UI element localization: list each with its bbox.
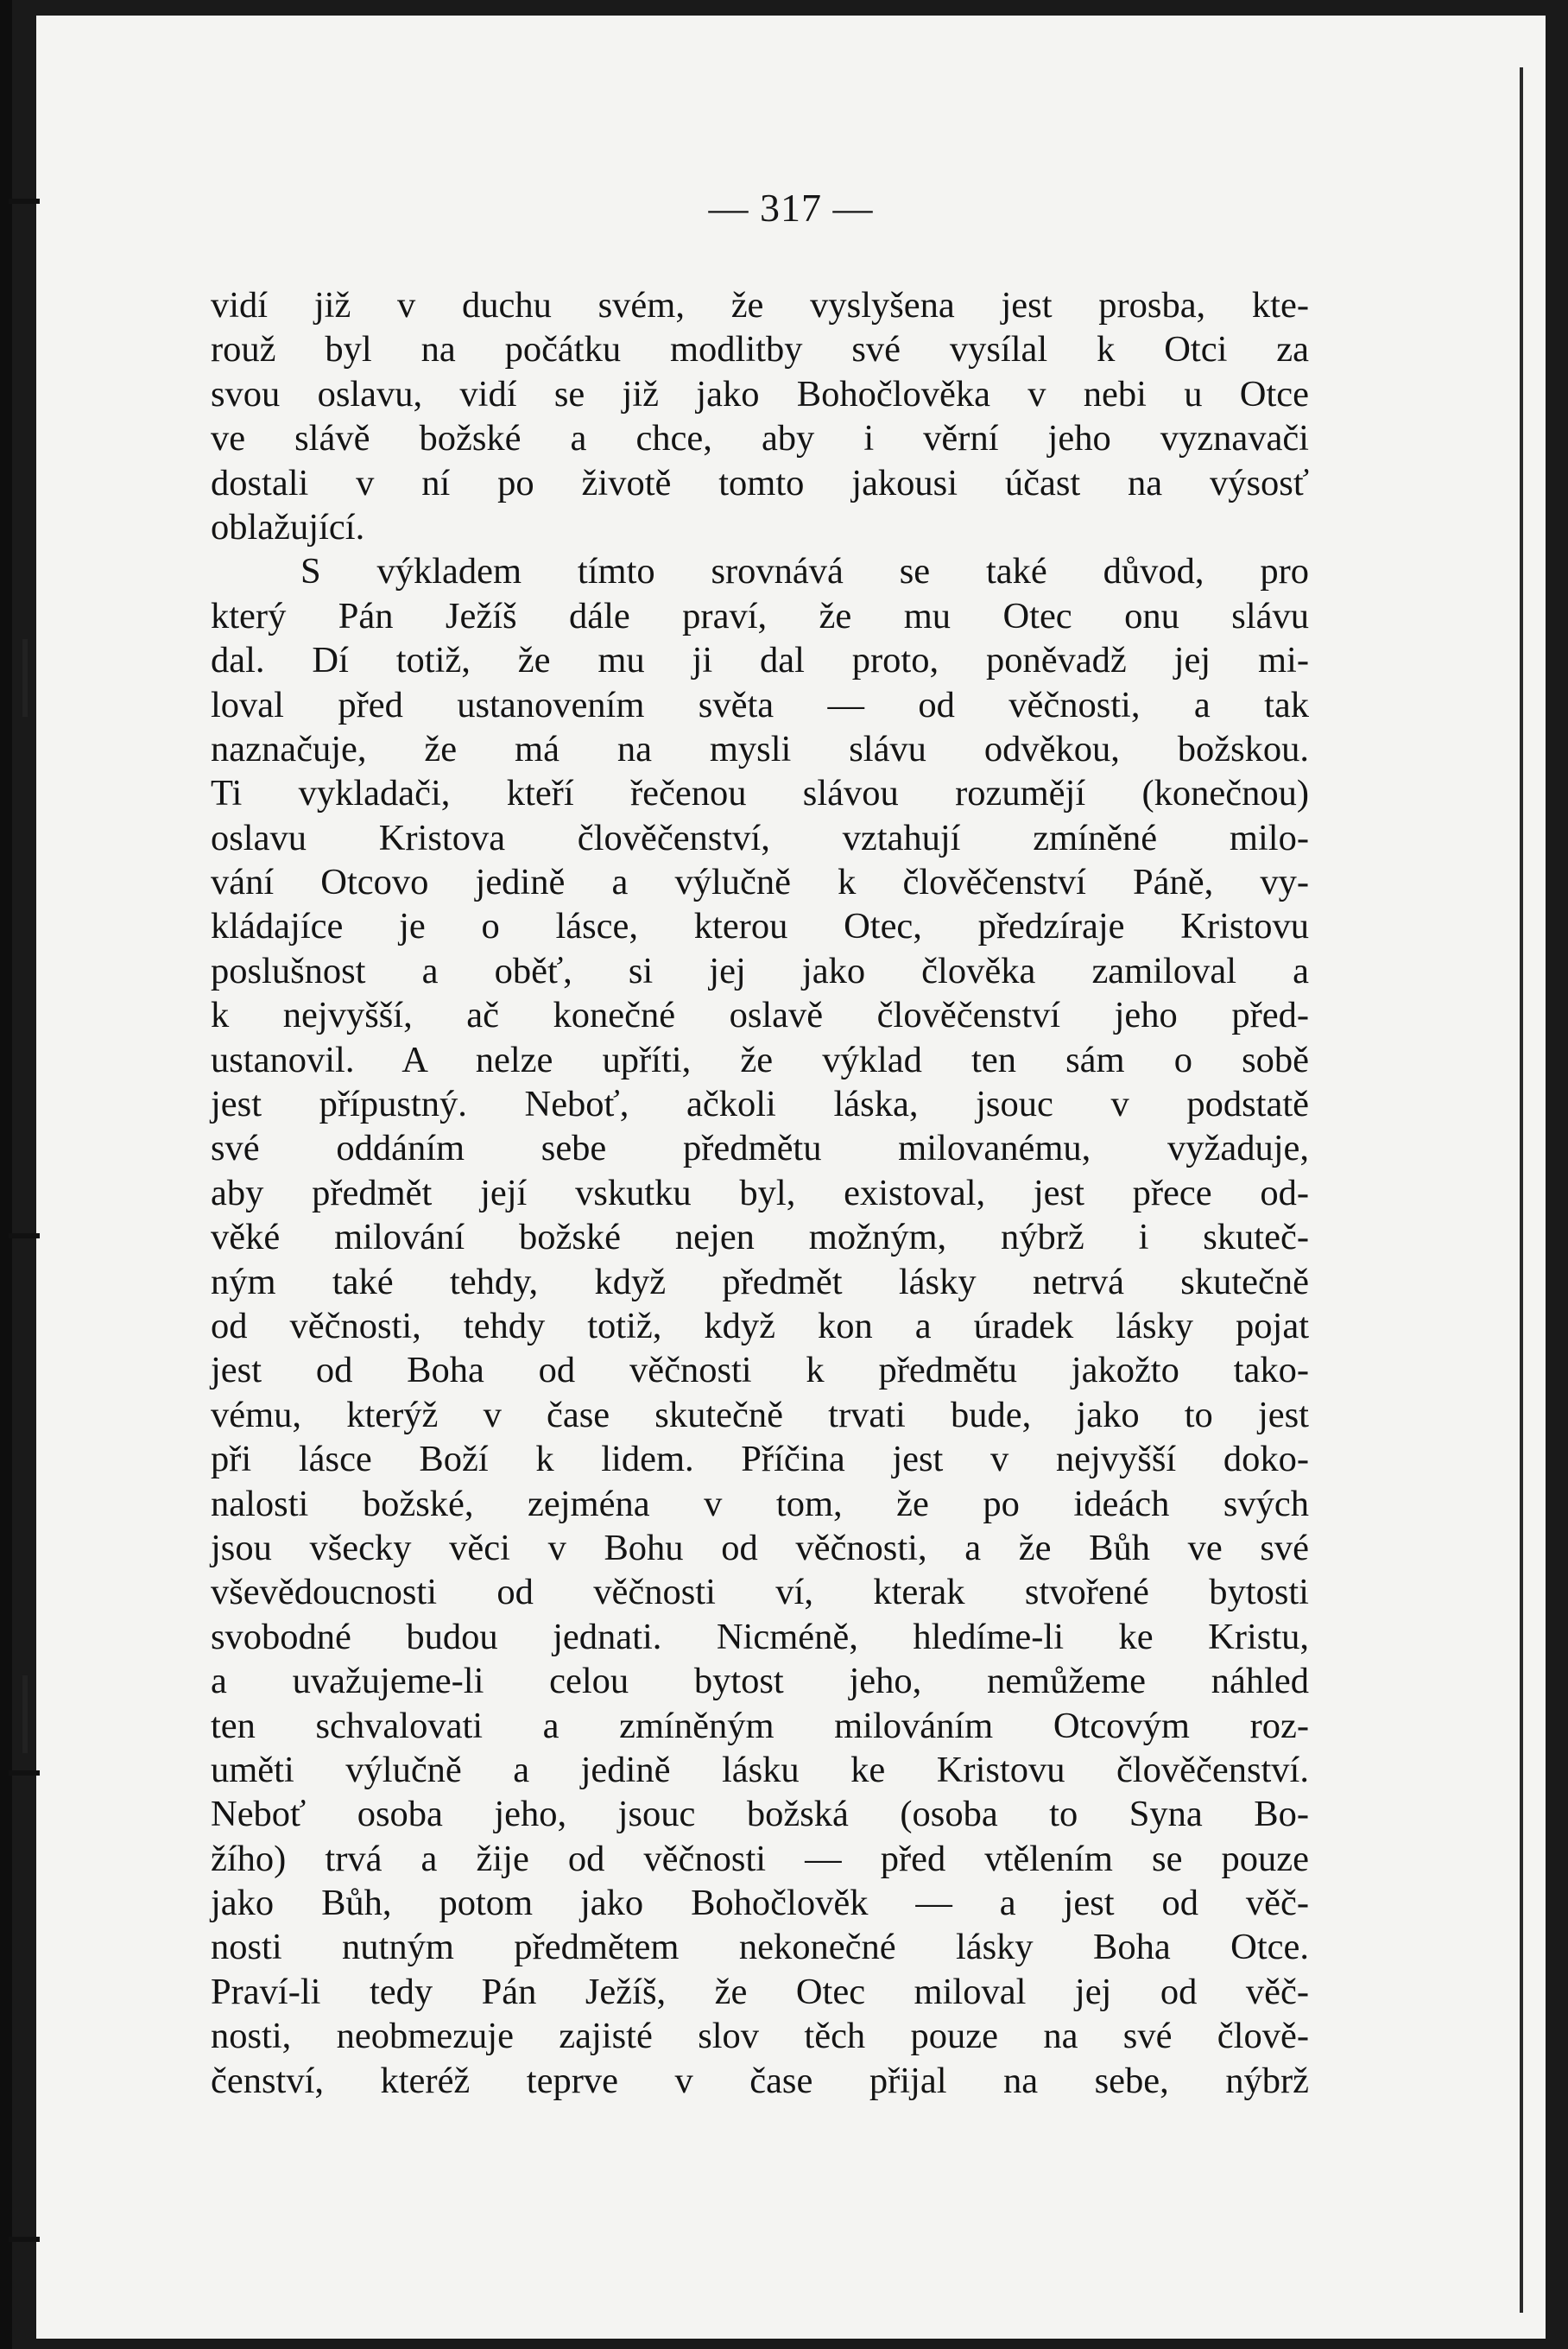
text-line: jest přípustný. Neboť, ačkoli láska, jsouc v podstatě bbox=[211, 1084, 1309, 1125]
text-line: loval před ustanovením světa — od věčnosti, a tak bbox=[211, 684, 1309, 725]
text-line: ným také tehdy, když předmět lásky netrvá skutečně bbox=[211, 1261, 1309, 1302]
text-line: nalosti božské, zejména v tom, že po ideách svých bbox=[211, 1483, 1309, 1524]
text-line: ustanovil. A nelze upříti, že výklad ten sám o sobě bbox=[211, 1039, 1309, 1080]
text-line: vání Otcovo jedině a výlučně k člověčenství Páně, vy- bbox=[211, 862, 1309, 903]
text-line: vidí již v duchu svém, že vyslyšena jest prosba, kte- bbox=[211, 285, 1309, 326]
text-line: nosti, neobmezuje zajisté slov těch pouze na své člově- bbox=[211, 2016, 1309, 2057]
page-edge-shadow bbox=[1520, 67, 1523, 2313]
binding-mark bbox=[9, 1770, 40, 1776]
paragraph-start-line: S výkladem tímto srovnává se také důvod, pro bbox=[300, 551, 1309, 592]
text-line: čenství, kteréž teprve v čase přijal na sebe, nýbrž bbox=[211, 2060, 1309, 2101]
binding-mark bbox=[9, 2237, 40, 2242]
text-line: poslušnost a oběť, si jej jako člověka zamiloval a bbox=[211, 950, 1309, 991]
text-line: oslavu Kristova člověčenství, vztahují zmíněné milo- bbox=[211, 817, 1309, 858]
book-page bbox=[36, 16, 1546, 2339]
text-line: vševědoucnosti od věčnosti ví, kterak stvořené bytosti bbox=[211, 1572, 1309, 1613]
text-line: dostali v ní po životě tomto jakousi účast na výsosť bbox=[211, 462, 1309, 503]
text-line: žího) trvá a žije od věčnosti — před vtělením se pouze bbox=[211, 1838, 1309, 1879]
text-line: který Pán Ježíš dále praví, že mu Otec onu slávu bbox=[211, 595, 1309, 636]
text-line: při lásce Boží k lidem. Příčina jest v nejvyšší doko- bbox=[211, 1439, 1309, 1480]
text-line: rouž byl na počátku modlitby své vysílal k Otci za bbox=[211, 329, 1309, 370]
text-line: jako Bůh, potom jako Bohočlověk — a jest od věč- bbox=[211, 1883, 1309, 1924]
text-line: svou oslavu, vidí se již jako Bohočlověka v nebi u Otce bbox=[211, 373, 1309, 415]
text-line: jsou všecky věci v Bohu od věčnosti, a že Bůh ve své bbox=[211, 1527, 1309, 1568]
body-text bbox=[211, 283, 1309, 2103]
text-line: oblažující. bbox=[211, 506, 365, 548]
text-line: Neboť osoba jeho, jsouc božská (osoba to Syna Bo- bbox=[211, 1794, 1309, 1835]
binding-mark bbox=[9, 1233, 40, 1238]
text-line: vému, kterýž v čase skutečně trvati bude, jako to jest bbox=[211, 1394, 1309, 1435]
text-line: od věčnosti, tehdy totiž, když kon a úradek lásky pojat bbox=[211, 1305, 1309, 1346]
text-line: Ti vykladači, kteří řečenou slávou rozumějí (konečnou) bbox=[211, 773, 1309, 814]
text-line: jest od Boha od věčnosti k předmětu jakožto tako- bbox=[211, 1350, 1309, 1391]
scan-left-edge bbox=[0, 0, 12, 2349]
text-line: svobodné budou jednati. Nicméně, hledíme-li ke Kristu, bbox=[211, 1616, 1309, 1657]
text-line: aby předmět její vskutku byl, existoval, jest přece od- bbox=[211, 1172, 1309, 1213]
text-line: nosti nutným předmětem nekonečné lásky Boha Otce. bbox=[211, 1927, 1309, 1968]
text-line: věké milování božské nejen možným, nýbrž i skuteč- bbox=[211, 1217, 1309, 1258]
page-number: — 317 — bbox=[708, 186, 874, 230]
text-line: ve slávě božské a chce, aby i věrní jeho vyznavači bbox=[211, 418, 1309, 459]
text-line: dal. Dí totiž, že mu ji dal proto, poněvadž jej mi- bbox=[211, 640, 1309, 681]
text-line: kládajíce je o lásce, kterou Otec, předzíraje Kristovu bbox=[211, 906, 1309, 947]
text-line: ten schvalovati a zmíněným milováním Otcovým roz- bbox=[211, 1705, 1309, 1746]
text-line: a uvažujeme-li celou bytost jeho, nemůžeme náhled bbox=[211, 1661, 1309, 1702]
binding-mark bbox=[9, 199, 40, 204]
binding-mark bbox=[22, 639, 28, 717]
text-line: své oddáním sebe předmětu milovanému, vyžaduje, bbox=[211, 1128, 1309, 1169]
text-line: naznačuje, že má na mysli slávu odvěkou, božskou. bbox=[211, 728, 1309, 769]
text-line: uměti výlučně a jedině lásku ke Kristovu člověčenství. bbox=[211, 1749, 1309, 1790]
text-line: k nejvyšší, ač konečné oslavě člověčenství jeho před- bbox=[211, 995, 1309, 1036]
text-line: Praví-li tedy Pán Ježíš, že Otec miloval jej od věč- bbox=[211, 1971, 1309, 2012]
binding-mark bbox=[22, 1675, 28, 1753]
